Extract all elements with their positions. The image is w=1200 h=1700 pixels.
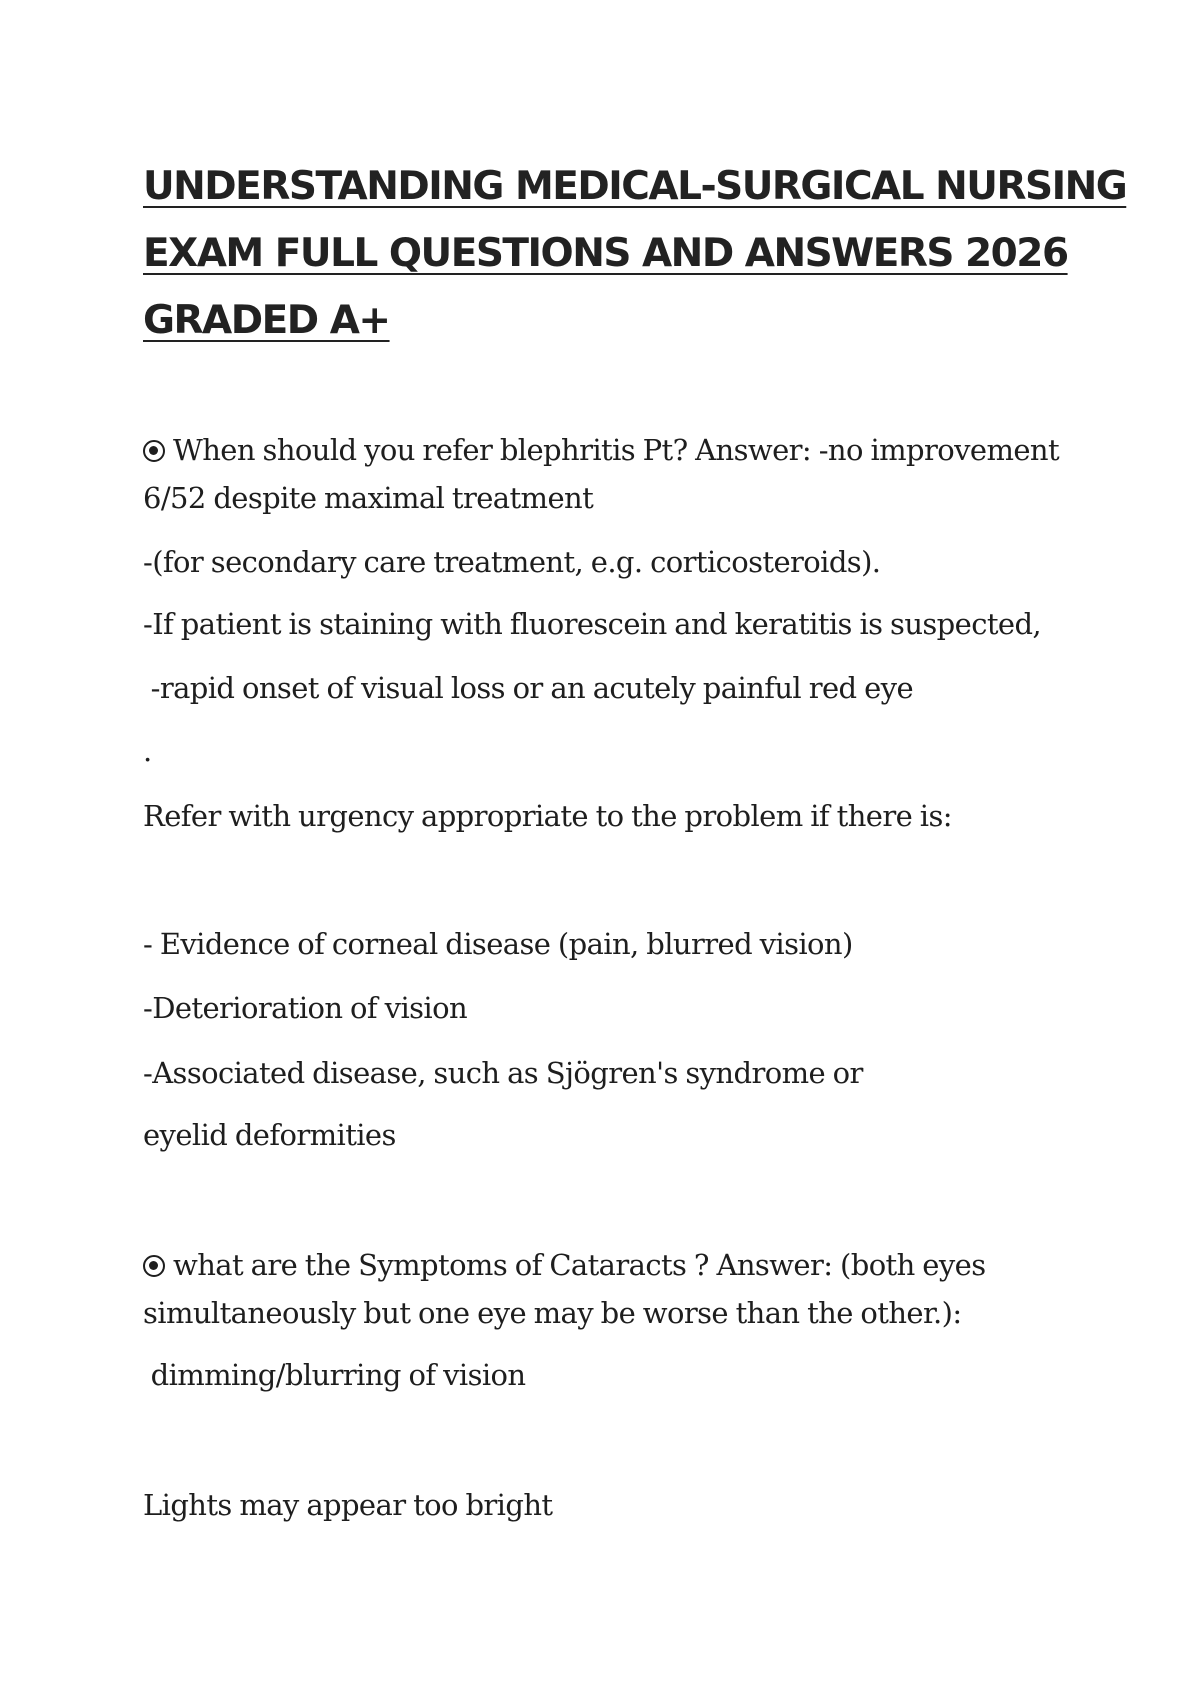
answer-1-line: - Evidence of corneal disease (pain, blurred vision)	[143, 927, 853, 961]
question-2-line: what are the Symptoms of Cataracts ? Answer: (both eyes	[143, 1248, 986, 1282]
radio-bullet-icon	[143, 1255, 165, 1277]
answer-1-line: -Deterioration of vision	[143, 991, 468, 1025]
question-1-line: When should you refer blephritis Pt? Answer: -no improvement	[143, 433, 1059, 467]
question-1-line: 6/52 despite maximal treatment	[143, 481, 594, 515]
title-line: UNDERSTANDING MEDICAL-SURGICAL NURSING	[143, 164, 1127, 209]
answer-1-line: -rapid onset of visual loss or an acutely painful red eye	[143, 671, 914, 705]
title-line: EXAM FULL QUESTIONS AND ANSWERS 2026	[143, 231, 1068, 276]
document-title	[143, 153, 1127, 354]
answer-2-line: dimming/blurring of vision	[143, 1358, 526, 1392]
answer-1-line: Refer with urgency appropriate to the problem if there is:	[143, 799, 952, 833]
answer-1-line: -Associated disease, such as Sjögren's syndrome or	[143, 1056, 863, 1090]
question-2-line: simultaneously but one eye may be worse than the other.):	[143, 1296, 962, 1330]
answer-1-line: .	[143, 734, 152, 768]
answer-1-line: eyelid deformities	[143, 1118, 396, 1152]
answer-1-line: -(for secondary care treatment, e.g. corticosteroids).	[143, 545, 881, 579]
radio-bullet-icon	[143, 440, 165, 462]
title-line: GRADED A+	[143, 298, 390, 343]
answer-1-line: -If patient is staining with fluorescein and keratitis is suspected,	[143, 607, 1042, 641]
answer-2-line: Lights may appear too bright	[143, 1488, 553, 1522]
